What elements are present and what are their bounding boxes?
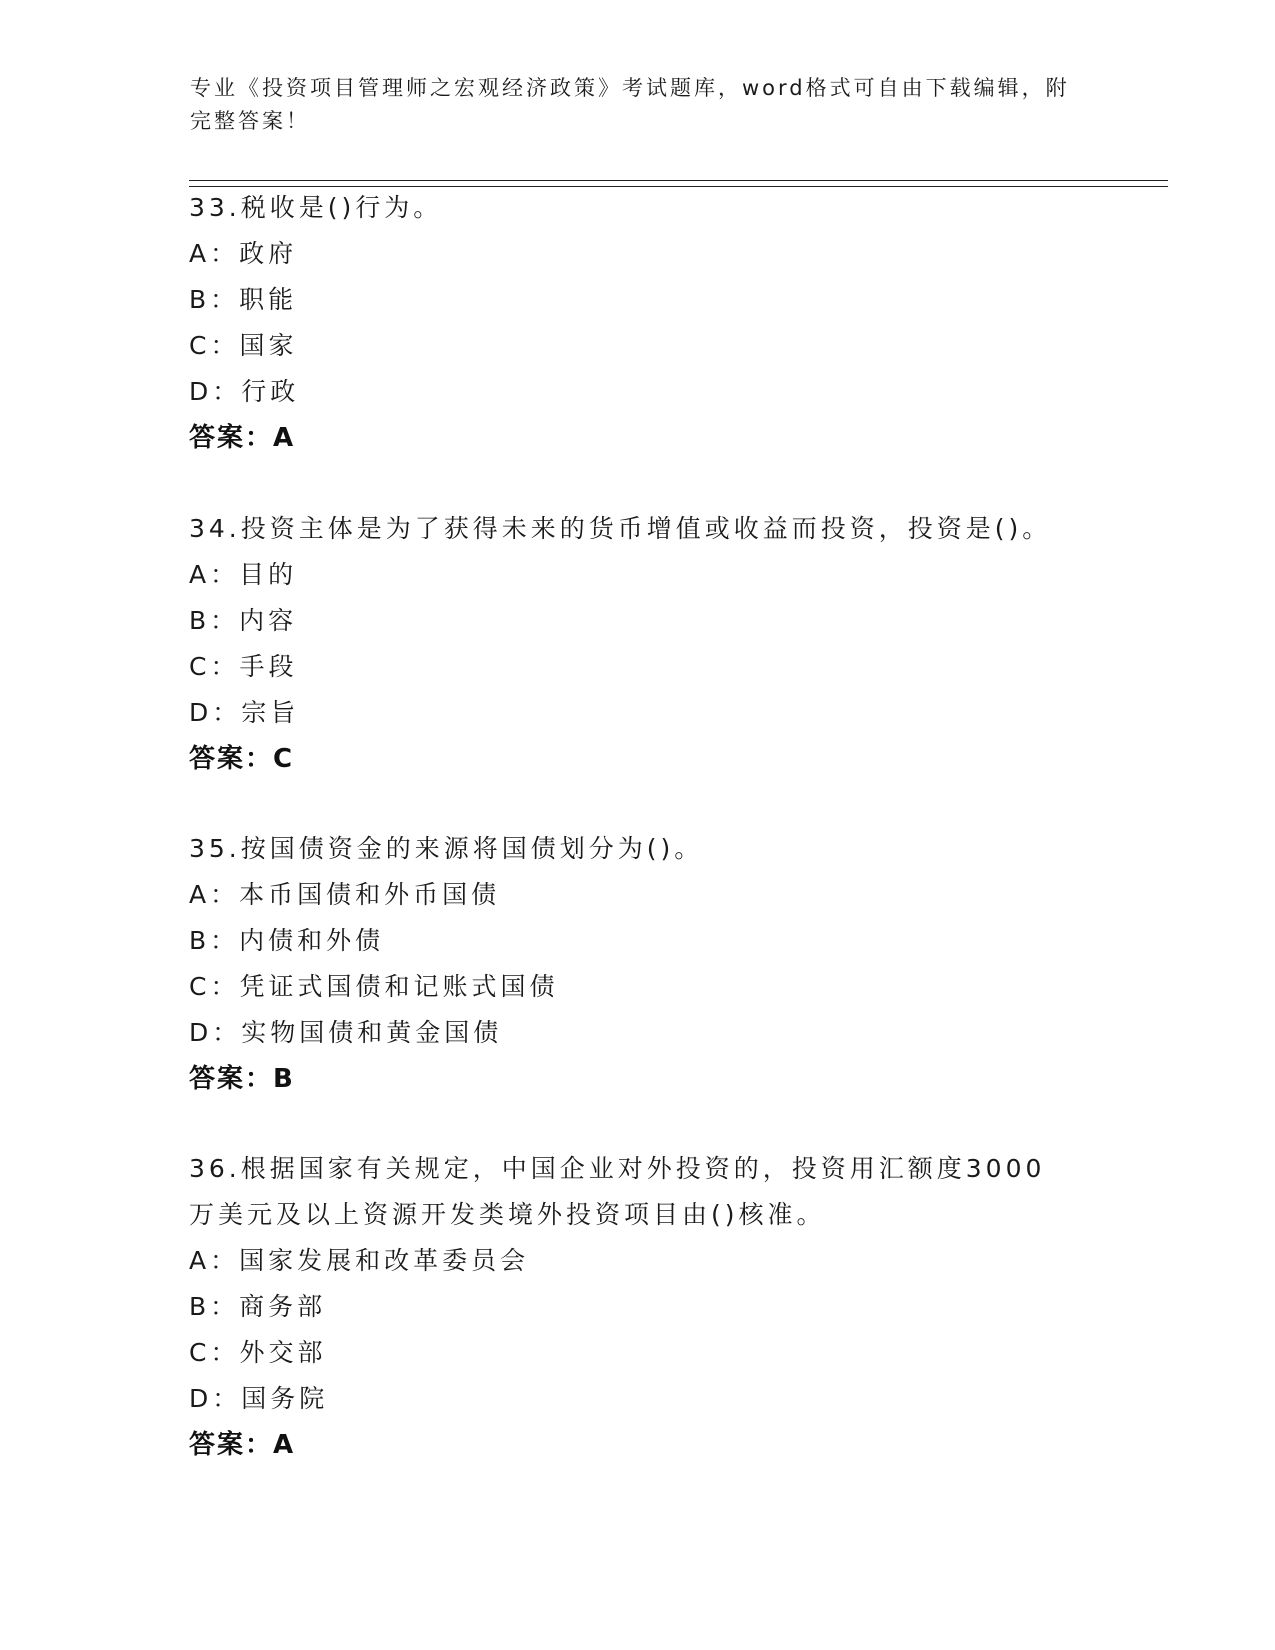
option-d: D：行政 bbox=[189, 377, 300, 406]
question-block bbox=[189, 826, 1089, 1102]
option-b: B：内容 bbox=[189, 606, 298, 635]
option-a: A：政府 bbox=[189, 239, 298, 268]
option-c: C：手段 bbox=[189, 652, 298, 681]
option-b: B：商务部 bbox=[189, 1292, 327, 1321]
option-a: A：本币国债和外币国债 bbox=[189, 880, 501, 909]
question-block bbox=[189, 1146, 1089, 1468]
option-d: D：宗旨 bbox=[189, 698, 300, 727]
option-a: A：国家发展和改革委员会 bbox=[189, 1246, 530, 1275]
option-a: A：目的 bbox=[189, 560, 298, 589]
question-stem: 36.根据国家有关规定，中国企业对外投资的，投资用汇额度3000万美元及以上资源开发类境外投资项目由()核准。 bbox=[189, 1154, 1046, 1229]
header-divider-top bbox=[189, 180, 1168, 181]
option-d: D：实物国债和黄金国债 bbox=[189, 1018, 503, 1047]
option-c: C：国家 bbox=[189, 331, 298, 360]
answer-line: 答案：A bbox=[189, 1430, 296, 1460]
option-b: B：内债和外债 bbox=[189, 926, 385, 955]
question-block bbox=[189, 185, 1089, 461]
option-c: C：外交部 bbox=[189, 1338, 327, 1367]
answer-line: 答案：C bbox=[189, 744, 295, 774]
option-d: D：国务院 bbox=[189, 1384, 329, 1413]
question-stem: 33.税收是()行为。 bbox=[189, 193, 443, 222]
answer-line: 答案：B bbox=[189, 1064, 295, 1094]
answer-line: 答案：A bbox=[189, 423, 296, 453]
question-stem: 34.投资主体是为了获得未来的货币增值或收益而投资，投资是()。 bbox=[189, 514, 1052, 543]
question-stem: 35.按国债资金的来源将国债划分为()。 bbox=[189, 834, 704, 863]
option-b: B：职能 bbox=[189, 285, 298, 314]
document-header: 专业《投资项目管理师之宏观经济政策》考试题库，word格式可自由下载编辑，附完整答案！ bbox=[190, 76, 1070, 133]
question-block bbox=[189, 506, 1089, 782]
option-c: C：凭证式国债和记账式国债 bbox=[189, 972, 559, 1001]
